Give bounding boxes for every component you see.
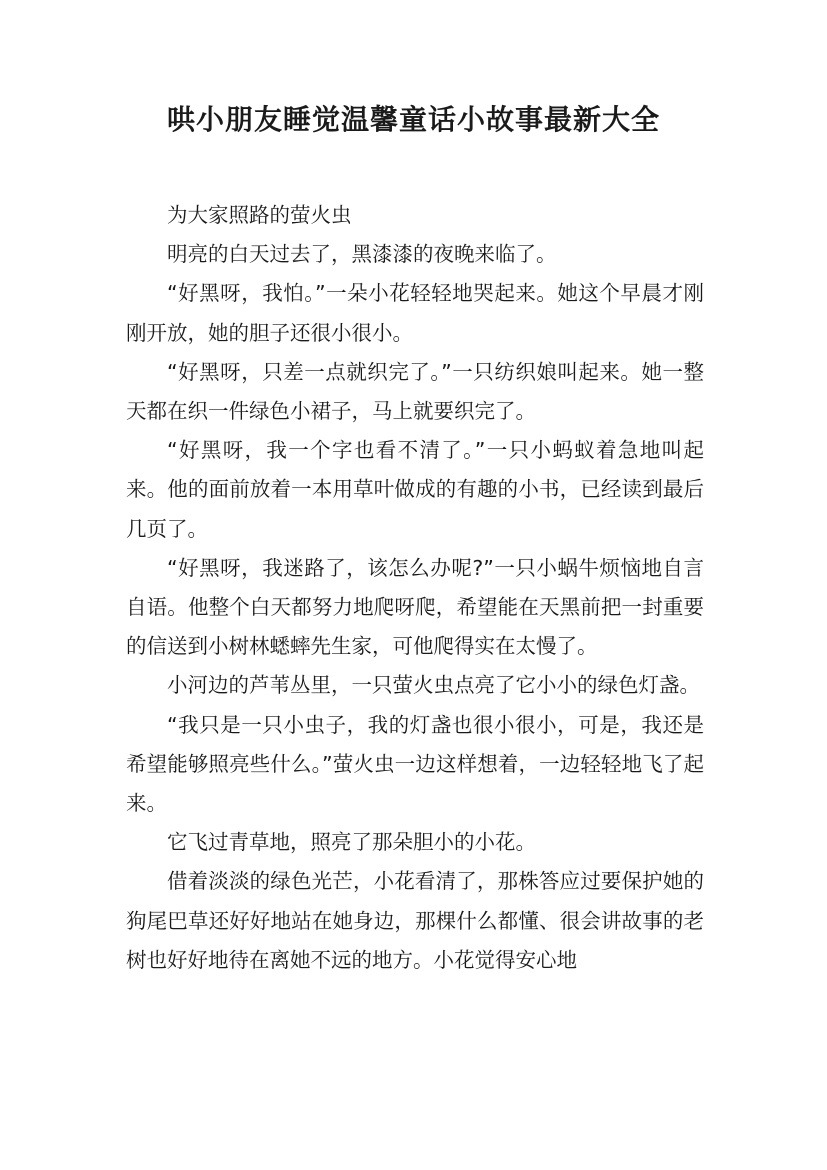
paragraph: 它飞过青草地，照亮了那朵胆小的小花。 <box>167 830 536 855</box>
paragraph: “好黑呀，我迷路了，该怎么办呢?”一只小蜗牛烦恼地自言自语。他整个白天都努力地爬呀爬，希望能在天黑前把一封重要的信送到小树林蟋蟀先生家，可他爬得实在太慢了。 <box>126 555 704 659</box>
document-title: 哄小朋友睡觉温馨童话小故事最新大全 <box>166 103 660 136</box>
paragraph: “好黑呀，我一个字也看不清了。”一只小蚂蚁着急地叫起来。他的面前放着一本用草叶做成的有趣的小书，已经读到最后几页了。 <box>126 438 704 541</box>
paragraph: “我只是一只小虫子，我的灯盏也很小很小，可是，我还是希望能够照亮些什么。”萤火虫一边这样想着，一边轻轻地飞了起来。 <box>126 712 704 816</box>
paragraph: “好黑呀，只差一点就织完了。”一只纺织娘叫起来。她一整天都在织一件绿色小裙子，马上就要织完了。 <box>126 359 704 424</box>
paragraph-subtitle: 为大家照路的萤火虫 <box>167 203 352 227</box>
paragraph: 明亮的白天过去了，黑漆漆的夜晚来临了。 <box>167 242 557 267</box>
document-body <box>126 196 704 980</box>
paragraph: 借着淡淡的绿色光芒，小花看清了，那株答应过要保护她的狗尾巴草还好好地站在她身边，那棵什么都懂、很会讲故事的老树也好好地待在离她不远的地方。小花觉得安心地 <box>126 869 704 972</box>
paragraph: 小河边的芦苇丛里，一只萤火虫点亮了它小小的绿色灯盏。 <box>167 673 700 698</box>
paragraph: “好黑呀，我怕。”一朵小花轻轻地哭起来。她这个早晨才刚刚开放，她的胆子还很小很小。 <box>126 281 704 345</box>
